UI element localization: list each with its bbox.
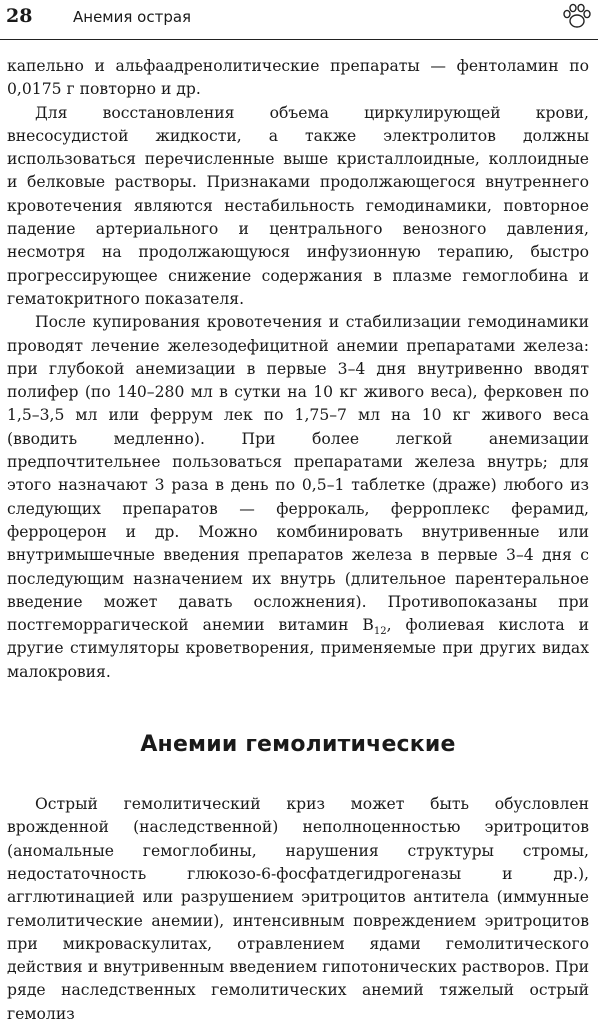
paw-print-icon <box>562 3 592 29</box>
running-title: Анемия острая <box>73 8 192 26</box>
page-header <box>0 0 598 40</box>
paragraph-iron-therapy-text: После купирования кровотечения и стабилизации гемодинамики проводят лечение железодефицитной анемии препаратами железа: при глубокой анемизации в первые 3–4 дня внутривенно вводят полифер (по 140–280 мл в сутки на 10 кг живого веса), ферковен по 1,5–3,5 мл или феррум лек по 1,75–7 мл на 10 кг живого веса (вводить медленно). При более легкой анемизации предпочтительнее пользоваться препаратами железа внутрь; для этого назначают 3 раза в день по 0,5–1 таблетке (драже) любого из следующих препаратов — феррокаль, ферроплекс ферамид, ферроцерон и др. Можно комбинировать внутривенные или внутримышечные введения препаратов железа в первые 3–4 дня с последующим назначением их внутрь (длительное парентеральное введение может давать осложнения). Противопоказаны при постгеморрагической анемии витамин B <box>7 313 589 635</box>
paragraph-iron-therapy <box>7 311 589 684</box>
page-number: 28 <box>6 5 33 27</box>
page-body <box>7 55 589 1026</box>
vitamin-subscript: 12 <box>373 626 387 638</box>
paragraph-hemolytic: Острый гемолитический криз может быть обусловлен врожденной (наследственной) неполноценностью эритроцитов (аномальные гемоглобины, нарушения структуры стромы, недостаточность глюкозо-6-фосфатдегидрогеназы и др.), агглютинацией или разрушением эритроцитов антитела (иммунные гемолитические анемии), интенсивным повреждением эритроцитов при микроваскулитах, отравлением ядами гемолитического действия и внутривенным введением гипотонических растворов. При ряде наследственных гемолитических анемий тяжелый острый гемолиз <box>7 795 589 1023</box>
paragraph-iron-therapy-tail: , фолиевая кислота и другие стимуляторы кроветворения, применяемые при других видах малокровия. <box>7 616 589 681</box>
section-heading: Анемии гемолитические <box>140 732 456 758</box>
paragraph-blood-volume: Для восстановления объема циркулирующей крови, внесосудистой жидкости, а также электролитов должны использоваться перечисленные выше кристаллоидные, коллоидные и белковые растворы. Признаками продолжающегося внутреннего кровотечения являются нестабильность гемодинамики, повторное падение артериального и центрального венозного давления, несмотря на продолжающуюся инфузионную терапию, быстро прогрессирующее снижение содержания в плазме гемоглобина и гематокритного показателя. <box>7 103 589 308</box>
paragraph-continued: капельно и альфаадренолитические препараты — фентоламин по 0,0175 г повторно и др. <box>7 57 589 99</box>
header-rule <box>0 39 598 40</box>
